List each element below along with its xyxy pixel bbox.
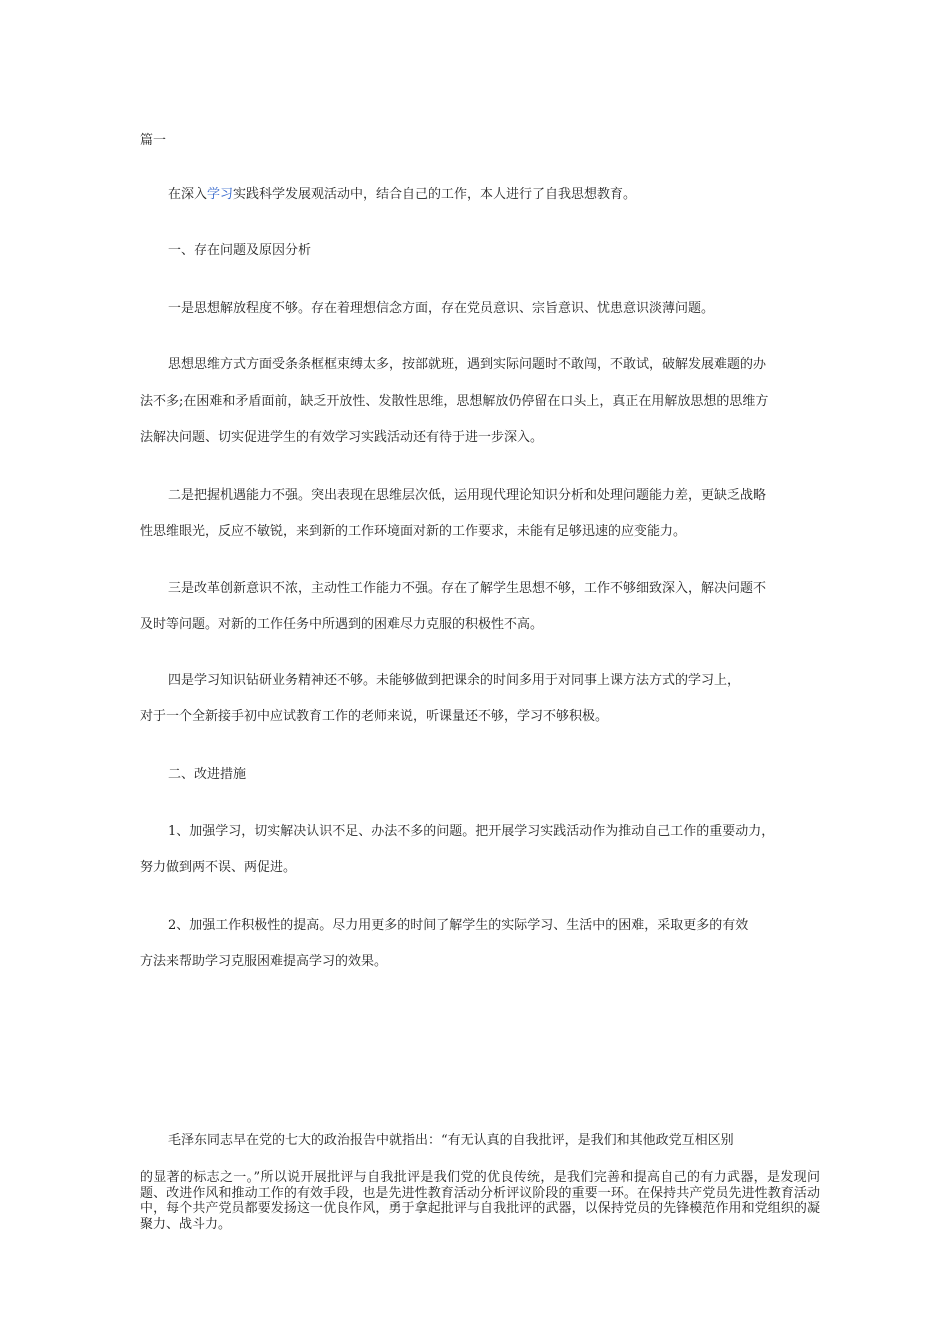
section-title-measures: 二、改进措施 bbox=[168, 767, 247, 782]
problem-item-2-line-1: 二是把握机遇能力不强。突出表现在思维层次低，运用现代理论知识分析和处理问题能力差，更缺乏战略 bbox=[168, 488, 767, 503]
intro-paragraph bbox=[168, 187, 636, 203]
problem-item-3-line-1: 三是改革创新意识不浓，主动性工作能力不强。存在了解学生思想不够，工作不够细致深入，解决问题不 bbox=[168, 581, 767, 596]
quote-paragraph-body: 的显著的标志之一。”所以说开展批评与自我批评是我们党的优良传统，是我们完善和提高自己的有力武器，是发现问题、改进作风和推动工作的有效手段，也是先进性教育活动分析评议阶段的重要一环。在保持共产党员先进性教育活动中，每个共产党员都要发扬这一优良作风，勇于拿起批评与自我批评的武器，以保持党员的先锋模范作用和党组织的凝聚力、战斗力。 bbox=[140, 1170, 820, 1232]
section-title-problems: 一、存在问题及原因分析 bbox=[168, 243, 312, 258]
problem-item-1b-line-2: 法不多;在困难和矛盾面前，缺乏开放性、发散性思维，思想解放仍停留在口头上，真正在用解放思想的思维方 bbox=[140, 394, 769, 409]
problem-item-1: 一是思想解放程度不够。存在着理想信念方面，存在党员意识、宗旨意识、忧患意识淡薄问题。 bbox=[168, 301, 715, 316]
heading: 篇一 bbox=[140, 133, 167, 148]
problem-item-3-line-2: 及时等问题。对新的工作任务中所遇到的困难尽力克服的积极性不高。 bbox=[140, 617, 544, 632]
quote-paragraph-first-line: 毛泽东同志早在党的七大的政治报告中就指出：“有无认真的自我批评，是我们和其他政党互相区别 bbox=[168, 1133, 734, 1148]
problem-item-4-line-1: 四是学习知识钻研业务精神还不够。未能够做到把课余的时间多用于对同事上课方法方式的学习上， bbox=[168, 673, 741, 688]
measure-2-line-2: 方法来帮助学习克服困难提高学习的效果。 bbox=[140, 954, 388, 969]
measure-2-line-1: 2、加强工作积极性的提高。尽力用更多的时间了解学生的实际学习、生活中的困难，采取更多的有效 bbox=[168, 918, 749, 933]
problem-item-1b-line-3: 法解决问题、切实促进学生的有效学习实践活动还有待于进一步深入。 bbox=[140, 430, 544, 445]
problem-item-2-line-2: 性思维眼光，反应不敏锐，来到新的工作环境面对新的工作要求，未能有足够迅速的应变能力。 bbox=[140, 524, 687, 539]
measure-1-line-1: 1、加强学习，切实解决认识不足、办法不多的问题。把开展学习实践活动作为推动自己工作的重要动力， bbox=[168, 824, 775, 839]
problem-item-4-line-2: 对于一个全新接手初中应试教育工作的老师来说，听课量还不够，学习不够积极。 bbox=[140, 709, 609, 724]
measure-1-line-2: 努力做到两不误、两促进。 bbox=[140, 860, 297, 875]
intro-text-before: 在深入 bbox=[168, 187, 208, 202]
problem-item-1b-line-1: 思想思维方式方面受条条框框束缚太多，按部就班，遇到实际问题时不敢闯，不敢试，破解发展难题的办 bbox=[168, 357, 767, 372]
intro-text-after: 实践科学发展观活动中，结合自己的工作，本人进行了自我思想教育。 bbox=[233, 187, 637, 202]
study-link[interactable]: 学习 bbox=[207, 187, 234, 202]
